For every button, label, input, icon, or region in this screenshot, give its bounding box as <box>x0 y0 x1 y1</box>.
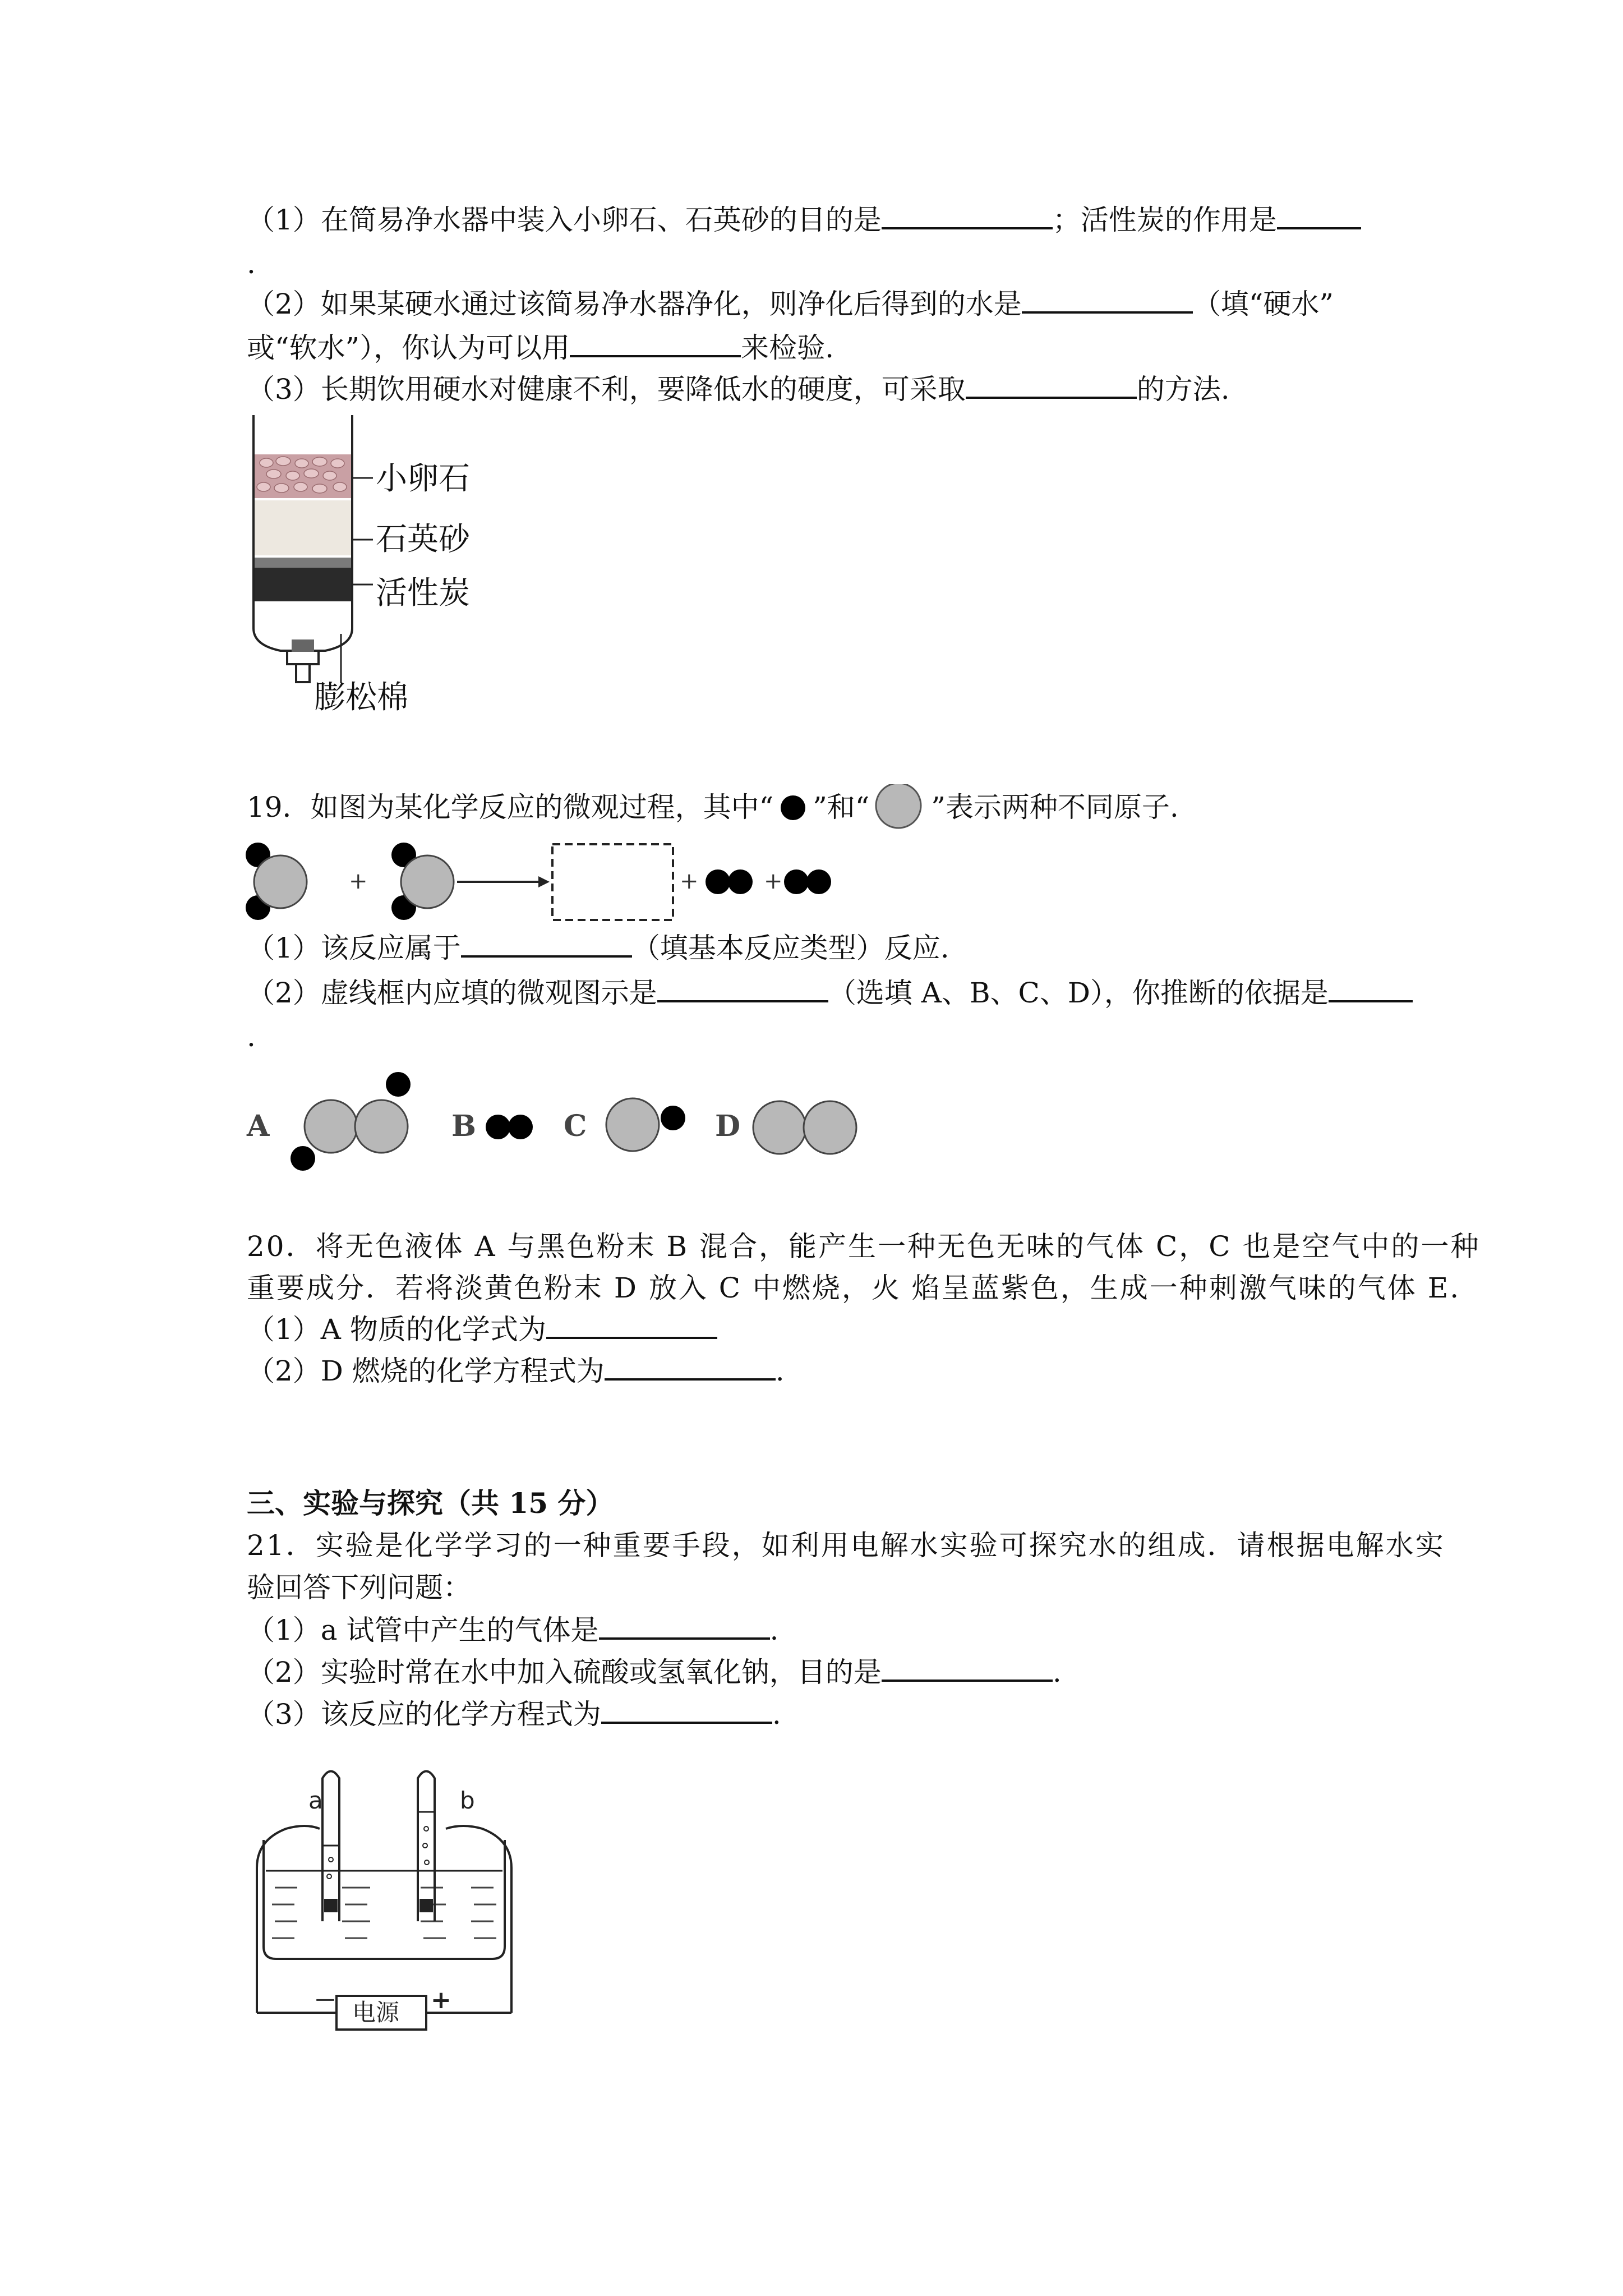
q20-line2: 重要成分．若将淡黄色粉末 D 放入 C 中燃烧，火 焰呈蓝紫色，生成一种刺激气味的气体 E. <box>247 1272 1461 1304</box>
outlet-tube <box>296 664 310 682</box>
answer-blank[interactable] <box>1329 977 1413 1002</box>
power-supply-label: 电源 <box>352 1999 400 2026</box>
answer-blank[interactable] <box>599 1614 770 1640</box>
reactant-molecule-1 <box>246 843 307 920</box>
plus-sign: + <box>680 868 699 894</box>
label-pebbles: 小卵石 <box>376 461 470 497</box>
q21-line1: 21．实验是化学学习的一种重要手段，如利用电解水实验可探究水的组成．请根据电解水实 <box>247 1529 1445 1562</box>
test-tube-b <box>418 1772 435 1922</box>
plus-sign: + <box>764 868 783 894</box>
water-lines <box>272 1888 496 1938</box>
q21-line2: 验回答下列问题： <box>247 1571 471 1604</box>
option-c-molecule <box>606 1098 685 1151</box>
option-a-molecule <box>291 1072 411 1171</box>
carbon-layer <box>255 568 351 601</box>
label-activated-carbon: 活性炭 <box>376 575 470 611</box>
q18-part1-line <box>247 203 1361 237</box>
option-c-label: C <box>564 1109 587 1143</box>
answer-blank[interactable] <box>601 1698 772 1724</box>
q21-part2-text: （2）实验时常在水中加入硫酸或氢氧化钠，目的是 <box>247 1656 882 1688</box>
answer-blank[interactable] <box>1022 288 1193 314</box>
q19-part2-line <box>247 976 1413 1010</box>
q19-stem-a: 19．如图为某化学反应的微观过程，其中“ <box>247 791 774 823</box>
q18-part2-line2 <box>247 331 834 365</box>
answer-blank[interactable] <box>605 1355 776 1381</box>
q18-part2-line2-a: 或“软水”），你认为可以用 <box>247 332 570 364</box>
positive-terminal: + <box>431 1986 451 2014</box>
answer-blank[interactable] <box>882 204 1053 229</box>
reaction-diagram <box>241 841 880 931</box>
reactant-molecule-2 <box>391 843 454 920</box>
option-d-label: D <box>715 1109 741 1143</box>
wire-left <box>257 1826 320 2013</box>
options-figure <box>247 1069 875 1175</box>
answer-blank[interactable] <box>461 932 632 958</box>
option-d-molecule <box>753 1101 856 1154</box>
section3-heading: 三、实验与探究（共 15 分） <box>247 1487 614 1520</box>
q20-part2-line <box>247 1354 785 1388</box>
water-trough <box>264 1840 505 1959</box>
q19-stem <box>247 784 1179 835</box>
q20-line1: 20．将无色液体 A 与黑色粉末 B 混合，能产生一种无色无味的气体 C，C 也是空气中的一种 <box>247 1230 1481 1263</box>
option-b-label: B <box>451 1109 476 1143</box>
electrode-b <box>419 1899 433 1912</box>
q19-part1-text-a: （1）该反应属于 <box>247 932 461 964</box>
plus-sign: + <box>349 868 368 894</box>
label-cotton: 膨松棉 <box>314 679 408 716</box>
q18-part2-line <box>247 287 1334 321</box>
q21-part1-line <box>247 1613 778 1647</box>
q19-part1-line <box>247 931 949 965</box>
electrolysis-figure <box>252 1761 544 2031</box>
q19-stem-b: ”和“ <box>813 791 870 823</box>
q19-stem-c: ”表示两种不同原子. <box>931 791 1179 823</box>
option-a-label: A <box>247 1109 270 1143</box>
q20-part2-text: （2）D 燃烧的化学方程式为 <box>247 1355 605 1387</box>
q18-part3-text-a: （3）长期饮用硬水对健康不利，要降低水的硬度，可采取 <box>247 373 966 406</box>
q19-part2-end: . <box>247 1020 256 1053</box>
q21-part3-line <box>247 1697 781 1731</box>
water-purifier-figure <box>241 415 477 718</box>
answer-blank[interactable] <box>657 977 828 1002</box>
q21-part3-end: . <box>772 1698 781 1731</box>
q20-part2-end: . <box>775 1355 785 1387</box>
answer-blank[interactable] <box>570 332 741 357</box>
sand-layer <box>255 500 351 555</box>
q18-part2-text-a: （2）如果某硬水通过该简易净水器净化，则净化后得到的水是 <box>247 288 1022 320</box>
wire-right <box>446 1826 511 2013</box>
electrode-a <box>324 1899 338 1912</box>
q18-part1-text-a: （1）在简易净水器中装入小卵石、石英砂的目的是 <box>247 204 882 236</box>
gray-atom-icon <box>869 784 931 835</box>
q21-part1-end: . <box>769 1614 779 1646</box>
q18-part3-line <box>247 372 1230 406</box>
q18-part1-end: . <box>247 247 256 280</box>
q19-part1-text-b: （填基本反应类型）反应. <box>631 932 949 964</box>
label-quartz-sand: 石英砂 <box>376 521 470 558</box>
q18-part1-text-b: ；活性炭的作用是 <box>1052 204 1277 236</box>
q19-part2-text-b: （选填 A、B、C、D），你推断的依据是 <box>828 977 1329 1009</box>
q18-part3-text-b: 的方法. <box>1136 373 1230 406</box>
cotton-plug <box>292 639 314 652</box>
q21-part2-line <box>247 1655 1062 1689</box>
product-molecule-1 <box>706 869 753 894</box>
tube-b-label: b <box>460 1787 475 1814</box>
q21-part3-text: （3）该反应的化学方程式为 <box>247 1698 601 1731</box>
outlet-cap <box>287 651 319 664</box>
q21-part2-end: . <box>1052 1656 1062 1688</box>
negative-terminal: － <box>314 1988 336 2014</box>
q19-part2-text-a: （2）虚线框内应填的微观图示是 <box>247 977 657 1009</box>
answer-blank[interactable] <box>1277 204 1361 229</box>
black-atom-icon <box>773 795 813 823</box>
tube-a-label: a <box>308 1787 323 1814</box>
q18-part2-text-b: （填“硬水” <box>1192 288 1334 320</box>
q21-part1-text: （1）a 试管中产生的气体是 <box>247 1614 599 1646</box>
answer-blank[interactable] <box>546 1313 717 1339</box>
q20-part1-text: （1）A 物质的化学式为 <box>247 1313 546 1346</box>
carbon-top-layer <box>255 558 351 568</box>
answer-blank[interactable] <box>882 1656 1053 1682</box>
product-molecule-2 <box>784 869 831 894</box>
option-b-molecule <box>486 1115 533 1139</box>
answer-blank[interactable] <box>966 373 1137 399</box>
unknown-product-box <box>552 844 673 920</box>
q18-part2-line2-b: 来检验. <box>741 332 834 364</box>
q20-part1-line <box>247 1313 717 1346</box>
